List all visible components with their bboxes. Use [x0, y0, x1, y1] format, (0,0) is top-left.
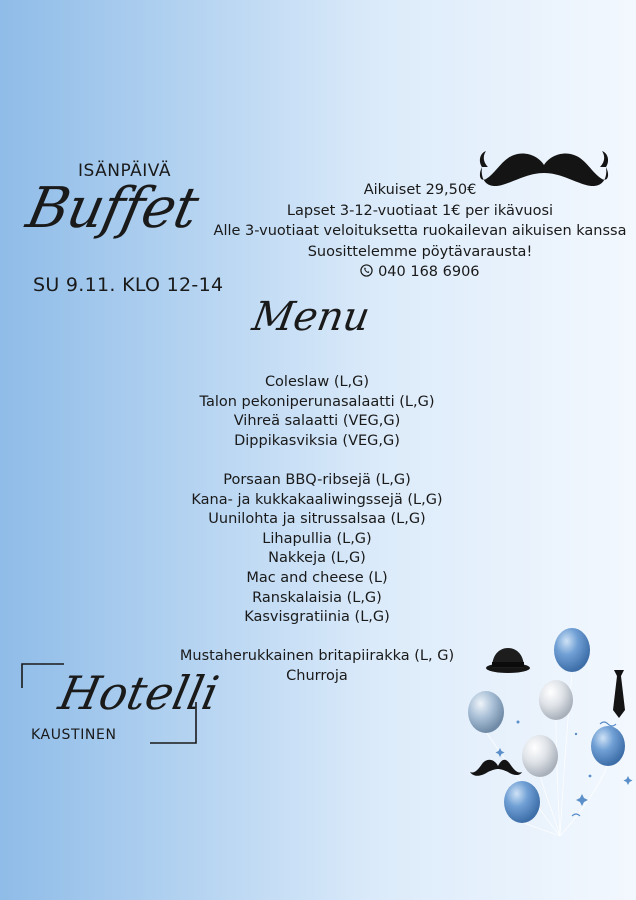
price-line-adults: Aikuiset 29,50€ — [363, 182, 477, 198]
menu-item: Vihreä salaatti (VEG,G) — [233, 413, 401, 430]
price-line-toddlers: Alle 3-vuotiaat veloituksetta ruokailevan aikuisen kanssa — [213, 223, 627, 239]
event-date: SU 9.11. KLO 12-14 — [33, 274, 224, 296]
balloons-hat-tie-icon — [460, 626, 636, 844]
menu-title: Menu — [248, 294, 374, 340]
price-line-children: Lapset 3-12-vuotiaat 1€ per ikävuosi — [286, 202, 554, 219]
menu-item: Mustaherukkainen britapiirakka (L, G) — [179, 648, 455, 665]
event-title: Buffet — [21, 176, 204, 241]
menu-item: Talon pekoniperunasalaatti (L,G) — [199, 393, 435, 410]
menu-group-mains — [150, 471, 484, 628]
menu-item: Coleslaw (L,G) — [264, 374, 370, 390]
price-info — [200, 180, 636, 283]
menu-item: Lihapullia (L,G) — [262, 530, 372, 547]
menu-item: Dippikasviksia (VEG,G) — [234, 432, 400, 449]
menu-item: Uunilohta ja sitrussalsaa (L,G) — [208, 511, 426, 528]
phone-number[interactable]: 040 168 6906 — [378, 264, 480, 280]
menu-item: Ranskalaisia (L,G) — [252, 589, 382, 606]
menu-item: Churroja — [286, 667, 348, 684]
menu-group-salads — [150, 373, 484, 451]
menu-item: Kana- ja kukkakaaliwingssejä (L,G) — [191, 491, 443, 508]
menu-item: Mac and cheese (L) — [246, 569, 388, 586]
logo-name: Hotelli — [54, 666, 224, 720]
menu-item: Kasvisgratiinia (L,G) — [244, 609, 390, 626]
menu-item: Porsaan BBQ-ribsejä (L,G) — [223, 471, 411, 488]
logo-place: KAUSTINEN — [31, 727, 117, 743]
event-kicker: ISÄNPÄIVÄ — [78, 161, 171, 181]
menu-item: Nakkeja (L,G) — [268, 550, 366, 567]
phone-icon — [360, 264, 373, 277]
menu-list — [150, 373, 484, 687]
reservation-note: Suosittelemme pöytävarausta! — [307, 243, 533, 260]
phone-line — [200, 262, 636, 283]
